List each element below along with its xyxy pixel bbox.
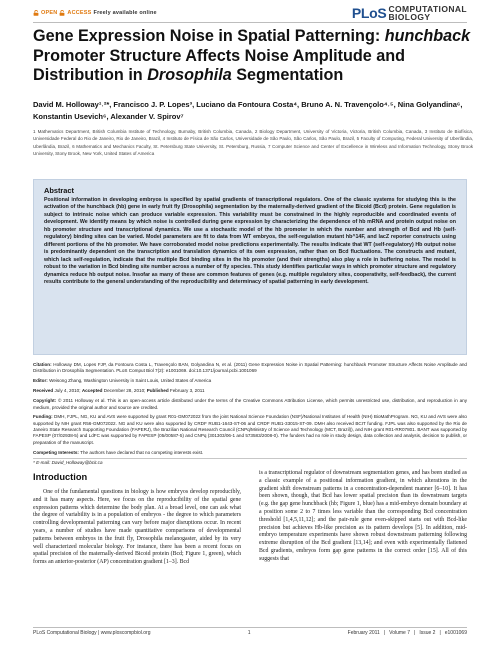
footer-journal-url: PLoS Computational Biology | www.ploscompbiol.org (33, 630, 151, 636)
footer-date: February 2011 (347, 630, 380, 636)
competing-label: Competing Interests: (33, 449, 79, 455)
journal-logo-sub-line2: BIOLOGY (388, 12, 431, 22)
editor (33, 378, 467, 384)
metadata-divider (33, 458, 467, 459)
abstract-text: Positional information in developing embryos is specified by spatial gradients of transcriptional regulators. One of the classic systems for studying this is the activation of the hunchback (hb) gene in early fruit fly (Drosophila) segmentation by the maternally-derived gradient of the Bicoid (Bcd) protein. Gene regulation is subject to intrinsic noise which can produce variable expression. This variability must be constrained in the highly reproducible and coordinated events of development. We identify means by which noise is controlled during gene expression by characterizing the dependence of hb mRNA and protein output noise on hb promoter structure and transcriptional dynamics. We use a stochastic model of the hb promoter in which the number and strength of Bcd and Hb (self-regulatory) binding sites can be varied. Model parameters are fit to data from WT embryos, the self-regulation mutant hb^14F, and lacZ reporter constructs using different portions of the hb promoter. We have corroborated model noise predictions experimentally. The results indicate that WT (self-regulatory) Hb output noise is predominantly dependent on the transcription and translation dynamics of its own expression, rather than on Bcd fluctuations. The constructs and mutant, which lack self-regulation, indicate that the multiple Bcd binding sites in the hb promoter (and their strengths) also play a role in buffering noise. The model is robust to the variation in Bcd binding site number across a number of fly species. This study identifies particular ways in which promoter structure and regulatory dynamics reduce hb output noise. Insofar as many of these are common features of genes (e.g. multiple regulatory sites, cooperativity, self-feedback), the current results contribute to the general understanding of the reproducibility and determinacy of spatial patterning in early development. (44, 197, 456, 285)
email-link[interactable]: * E-mail: David_Holloway@bcit.ca (33, 459, 103, 465)
affiliations: 1 Mathematics Department, British Columbia Institute of Technology, Burnaby, British Columbia, Canada, 2 Biology Department, University of Victoria, Victoria, British Columbia, Canada, 3 Instituto de Biofísica, Universidade Federal do Rio de Janeiro, Rio de Janeiro, Brazil, 4 Instituto de Física de São Carlos, Universidade de São Paulo, São Carlos, São Paulo, Brazil, 5 Faculty of Computing, Federal University of Uberlândia, Uberlândia, Brazil, 6 Mathematics and Mechanics Faculty, St. Petersburg State University, St. Petersburg, Russia, 7 Computer Science and Center of Excellence in Wireless and Information Technology, Stony Brook University, Stony Brook, New York, United States of America (33, 129, 473, 156)
footer-volume: Volume 7 (389, 630, 410, 636)
competing-text: The authors have declared that no competing interests exist. (80, 449, 204, 455)
open-lock-icon (33, 10, 39, 16)
title-italic-organism: Drosophila (147, 66, 232, 84)
competing-interests (33, 450, 467, 456)
accepted-label: Accepted (81, 388, 103, 394)
footer-article-id: e1001069 (444, 630, 467, 636)
published-date: February 3, 2011 (169, 388, 205, 394)
copyright-text: © 2011 Holloway et al. This is an open-access article distributed under the terms of the Creative Commons Attribution License, which permits unrestricted use, distribution, and reproduction in any medium, provided the original author and source are credited. (33, 398, 467, 410)
citation (33, 362, 467, 375)
open-access-badge (33, 10, 157, 16)
journal-logo-main: PLoS (351, 5, 387, 21)
footer-divider (33, 627, 467, 628)
title-italic-gene: hunchback (384, 27, 471, 45)
copyright-label: Copyright: (33, 398, 57, 404)
received-date: July 4, 2010; (54, 388, 81, 394)
open-label: OPEN (41, 10, 58, 16)
header-divider (33, 22, 467, 23)
corresponding-email (33, 460, 467, 466)
footer-page-number: 1 (247, 630, 251, 636)
copyright (33, 398, 467, 411)
dates (33, 388, 467, 394)
funding (33, 414, 467, 446)
accepted-date: December 28, 2010; (103, 388, 146, 394)
journal-logo-sub-line1: COMPUTATIONAL (388, 4, 467, 14)
abstract-box (33, 179, 467, 355)
title-part-2: Promoter Structure Affects Noise Amplitude and Distribution in (33, 46, 406, 84)
title-part-1: Gene Expression Noise in Spatial Patterning: (33, 27, 385, 45)
journal-logo (352, 5, 467, 21)
funding-label: Funding: (33, 414, 53, 420)
editor-text: Weisong Zhang, Washington University in Saint Louis, United States of America (49, 378, 212, 384)
author-list: David M. Holloway¹˒²*, Francisco J. P. Lopes³, Luciano da Fontoura Costa⁴, Bruno A. N. Travençolo⁴˒⁵, Nina Golyandina⁶, Konstantin Usevich⁶, Alexander V. Spirov⁷ (33, 100, 463, 121)
citation-text: Holloway DM, Lopes FJP, da Fontoura Costa L, Travençolo BAN, Golyandina N, et al. (2011) Gene Expression Noise in Spatial Patterning: hunchback Promoter Structure Affects Noise Amplitude and Distribution in Drosophila Segmentation. PLoS Comput Biol 7(2): e1001069. doi:10.1371/journal.pcbi.1001069 (33, 362, 467, 374)
footer-issue-info: February 2011 | Volume 7 | Issue 2 | e1001069 (347, 630, 467, 636)
published-label: Published (146, 388, 169, 394)
introduction-left-column: One of the fundamental questions in biology is how embryos develop reproducibly, and it has many aspects. Here, we focus on the reproducibility of the spatial gene expression patterns which determine the body plan. At a broad level, one can ask what the degree of variability is in a population of embryos - the degree to which parameters controlling developmental patterning can vary before major disruptions occur. In recent years, a number of studies have made quantitative comparisons of developmental patterns between embryos in the fruit fly, Drosophila melanogaster, aided by its very well characterized molecular biology. For instance, there has been a recent focus on spatial precision of the maternally-derived Bicoid protein (Bcd; Figure 1, green), which forms an anterior-posterior (AP) concentration gradient [1–3]. Bcd (33, 489, 241, 566)
title-part-3: Segmentation (231, 66, 344, 84)
unlocked-padlock-icon (59, 10, 65, 16)
article-title (33, 27, 473, 86)
abstract-heading: Abstract (44, 186, 74, 195)
article-metadata (33, 362, 467, 470)
page-footer (33, 630, 467, 636)
received-label: Received (33, 388, 54, 394)
access-label: ACCESS (67, 10, 92, 16)
oa-tagline: Freely available online (93, 10, 157, 16)
introduction-right-column: is a transcriptional regulator of downstream segmentation genes, and has been studied as a classic example of a positional information gradient, in which alterations in the gradient shift downstream patterns in a concentration-dependent manner [6–10]. It has been shown, though, that Bcd has lower spatial precision than its downstream targets (e.g. the gap gene hunchback (hb; Figure 1, blue) has a mid-embryo domain boundary at a position some 2 to 7 times less variable than the corresponding Bcd concentration threshold [1,4,5,11,12]; and the pair-rule gene even-skipped starts out with Bcd-like precision but achieves Hb-like precision as its pattern develops [5]. In addition, mid-embryo temperature experiments have shown robust downstream patterning following extreme disruption of the Bcd gradient [13,14]; and even with experimentally flattened Bcd gradients, embryos form gap gene patterns in the correct order [15]. All of this suggests that (259, 470, 467, 562)
editor-label: Editor: (33, 378, 48, 384)
footer-issue: Issue 2 (419, 630, 436, 636)
introduction-heading: Introduction (33, 472, 88, 482)
citation-label: Citation: (33, 362, 52, 367)
funding-text: DMH, FJPL, NG, KU and AVS were supported by grant R01-GM072022 from the joint National Science Foundation (NSF)/National Institutes of Health (NIH) BioMathProgram. NG, KU and AVS were also supported by NIH grant R56-GM072022. NG and KU were also supported by CRDF RUB1-1643-ST-06 and CRDF RUB1-33015-ST-09. DMH also received BCIT funding. FJPL was also supported by the Rio de Janeiro State Research Supporting Foundation (FAPERJ), the Brazilian National Research Council (CNPq/Ministry of Science and Technology (MCT, Brazil)), and NIH grant R01-RR07801. BANT was supported by FAPESP (07/02938-5) and LdFC was supported by FAPESP (05/00587-5) and CNPq (301303/06-1 and 573583/2008-0). The funders had no role in study design, data collection and analysis, decision to publish, or preparation of the manuscript. (33, 414, 467, 445)
